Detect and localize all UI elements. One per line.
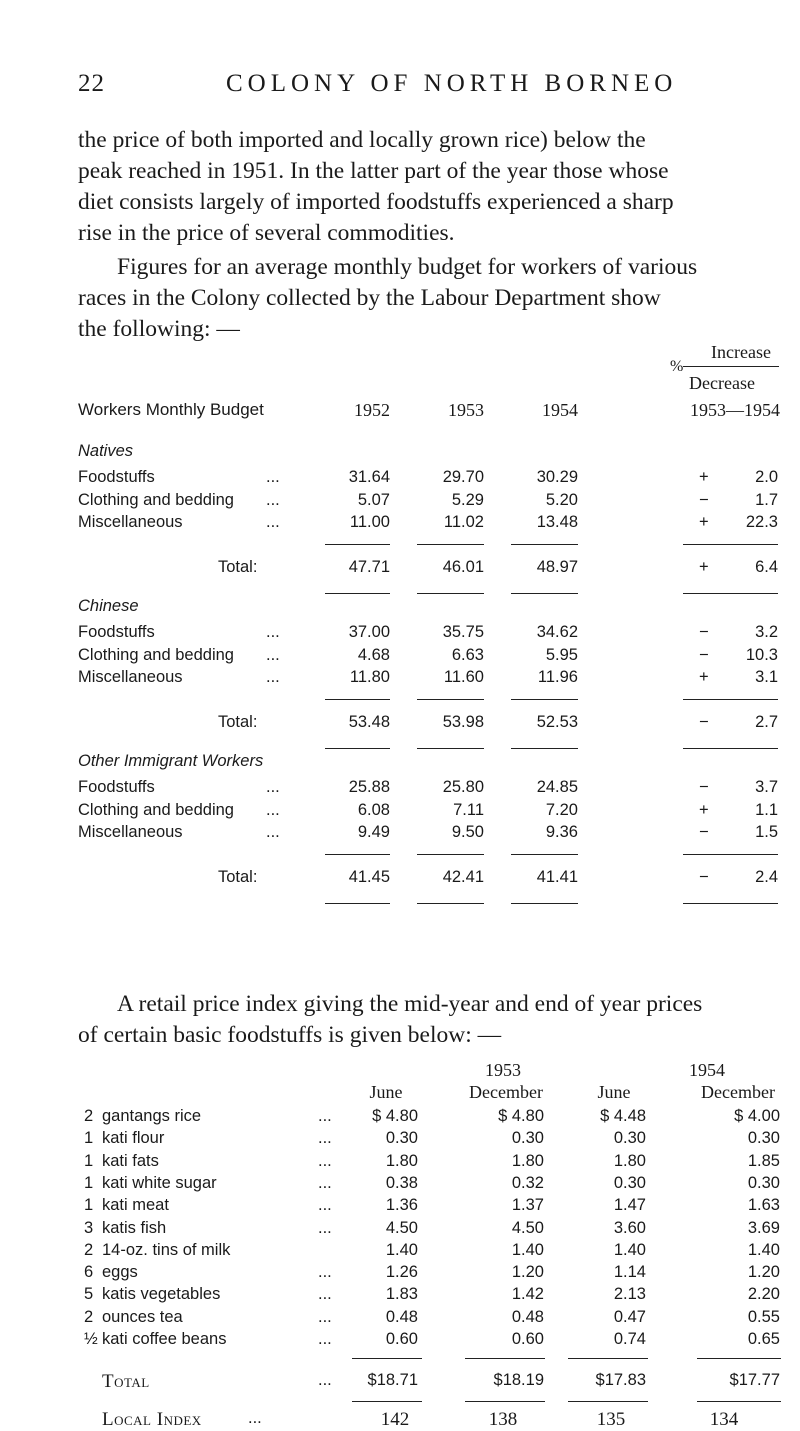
change-value: 3.2 <box>755 623 778 641</box>
price-cell: 0.38 <box>385 1173 418 1192</box>
leader-dots: ... <box>248 1409 262 1428</box>
sum-rule <box>511 699 578 700</box>
total-rule <box>325 903 390 904</box>
leader-dots: ... <box>318 1129 332 1148</box>
change-value: 1.1 <box>755 800 778 819</box>
header-1952: 1952 <box>354 400 390 420</box>
leader-dots: ... <box>266 623 280 641</box>
change-sign: − <box>699 823 709 841</box>
leader-dots: ... <box>318 1107 332 1125</box>
group-heading: Chinese <box>78 597 139 615</box>
sum-rule <box>325 699 390 700</box>
total-rule <box>683 748 778 749</box>
leader-dots: ... <box>318 1196 332 1215</box>
price-cell: 1.36 <box>385 1196 418 1215</box>
cell-y1: 6.08 <box>357 800 390 819</box>
cell-y2: 35.75 <box>442 623 484 641</box>
price-cell: 1.40 <box>511 1240 544 1259</box>
item-name: kati fats <box>102 1151 159 1170</box>
budget-paragraph <box>78 252 778 345</box>
total-sign: + <box>699 557 709 576</box>
change-value: 10.3 <box>745 645 778 664</box>
total-rule <box>325 748 390 749</box>
price-cell: 1.40 <box>613 1240 646 1259</box>
cell-y1: 5.07 <box>357 490 390 509</box>
group-heading: Natives <box>78 442 134 460</box>
total-change: 2.7 <box>755 712 778 731</box>
cell-y1: 4.68 <box>357 645 390 664</box>
header-increase: Increase <box>711 342 771 362</box>
leader-dots: ... <box>318 1263 332 1282</box>
price-cell: 0.48 <box>385 1307 418 1326</box>
price-cell: 1.26 <box>385 1263 418 1282</box>
cell-y1: 31.64 <box>348 468 390 486</box>
item-qty: 2 <box>84 1107 94 1125</box>
page-number: 22 <box>78 70 105 97</box>
total-label: Total: <box>218 867 258 886</box>
leader-dots: ... <box>266 800 280 819</box>
item-qty: 2 <box>84 1240 94 1259</box>
cell-y1: 9.49 <box>357 823 390 841</box>
total-y2: 42.41 <box>442 867 484 886</box>
price-cell: 1.85 <box>747 1151 780 1170</box>
index-cell: 142 <box>380 1409 410 1431</box>
change-value: 3.7 <box>755 778 778 796</box>
price-cell: 3.69 <box>747 1218 780 1237</box>
item-qty: 1 <box>84 1173 94 1192</box>
row-label: Foodstuffs <box>78 778 155 796</box>
price-cell: 0.47 <box>613 1307 646 1326</box>
price-cell: 1.63 <box>747 1196 780 1215</box>
cell-y2: 5.29 <box>451 490 484 509</box>
change-value: 2.0 <box>755 468 778 486</box>
item-qty: 6 <box>84 1263 94 1282</box>
sum-rule <box>325 854 390 855</box>
total-rule <box>417 593 484 594</box>
total-y2: 46.01 <box>442 557 484 576</box>
col-december-1954: December <box>701 1082 775 1102</box>
running-title: COLONY OF NORTH BORNEO <box>226 70 678 97</box>
total-cell: $17.83 <box>595 1371 646 1390</box>
price-paragraph <box>78 989 778 1051</box>
price-cell: 0.30 <box>613 1173 646 1192</box>
total-cell: $18.71 <box>367 1371 418 1390</box>
price-cell: $ 4.80 <box>372 1107 418 1125</box>
row-label: Foodstuffs <box>78 623 155 641</box>
cell-y1: 11.00 <box>349 513 390 531</box>
text-line: of certain basic foodstuffs is given below: — <box>78 1022 502 1048</box>
text-line: races in the Colony collected by the Labour Department show <box>78 285 661 311</box>
change-value: 1.5 <box>755 823 778 841</box>
total-cell: $18.19 <box>493 1371 544 1390</box>
row-label: Clothing and bedding <box>78 490 234 509</box>
total-rule <box>683 903 778 904</box>
price-cell: 0.55 <box>747 1307 780 1326</box>
price-cell: 1.80 <box>385 1151 418 1170</box>
cell-y1: 25.88 <box>348 778 390 796</box>
cell-y2: 6.63 <box>451 645 484 664</box>
leader-dots: ... <box>266 490 280 509</box>
sum-rule <box>417 854 484 855</box>
price-cell: 0.60 <box>511 1330 544 1348</box>
item-qty: 1 <box>84 1196 94 1215</box>
price-cell: 2.20 <box>747 1285 780 1304</box>
cell-y3: 30.29 <box>536 468 578 486</box>
leader-dots: ... <box>318 1218 332 1237</box>
total-change: 6.4 <box>755 557 778 576</box>
price-cell: 0.48 <box>511 1307 544 1326</box>
cell-y2: 9.50 <box>451 823 484 841</box>
cell-y3: 24.85 <box>536 778 578 796</box>
item-name: gantangs rice <box>102 1107 202 1125</box>
price-cell: $ 4.80 <box>498 1107 544 1125</box>
year-1954: 1954 <box>689 1060 725 1080</box>
leader-dots: ... <box>266 668 280 686</box>
sum-rule <box>683 544 778 545</box>
header-1953: 1953 <box>448 400 484 420</box>
price-cell: 0.30 <box>613 1129 646 1148</box>
price-cell: 0.30 <box>385 1129 418 1148</box>
row-label: Miscellaneous <box>78 823 183 841</box>
price-cell: $ 4.48 <box>600 1107 646 1125</box>
item-name: kati meat <box>102 1196 169 1215</box>
leader-dots: ... <box>266 778 280 796</box>
sum-rule <box>697 1358 781 1359</box>
sum-rule <box>683 699 778 700</box>
total-rule <box>697 1401 781 1402</box>
total-rule <box>568 1401 648 1402</box>
cell-y1: 37.00 <box>348 623 390 641</box>
total-rule <box>325 593 390 594</box>
total-cell: $17.77 <box>729 1371 780 1390</box>
leader-dots: ... <box>318 1371 332 1390</box>
index-cell: 134 <box>709 1409 739 1431</box>
price-cell: 4.50 <box>385 1218 418 1237</box>
price-cell: 1.47 <box>613 1196 646 1215</box>
price-cell: 1.83 <box>385 1285 418 1304</box>
price-cell: 1.40 <box>747 1240 780 1259</box>
cell-y3: 13.48 <box>536 513 578 531</box>
price-cell: 1.20 <box>747 1263 780 1282</box>
total-rule <box>511 903 578 904</box>
leader-dots: ... <box>318 1173 332 1192</box>
col-june-1953: June <box>369 1082 403 1102</box>
item-qty: 1 <box>84 1129 94 1148</box>
row-label: Clothing and bedding <box>78 645 234 664</box>
header-decrease: Decrease <box>689 373 755 393</box>
text-line: the price of both imported and locally grown rice) below the <box>78 127 646 153</box>
total-y3: 48.97 <box>536 557 578 576</box>
price-cell: 0.30 <box>747 1173 780 1192</box>
leader-dots: ... <box>266 645 280 664</box>
index-cell: 135 <box>596 1409 626 1431</box>
text-line: the following: — <box>78 316 240 342</box>
year-1953: 1953 <box>485 1060 521 1080</box>
item-qty: 2 <box>84 1307 94 1326</box>
total-y3: 52.53 <box>536 712 578 731</box>
leader-dots: ... <box>318 1330 332 1348</box>
row-label: Miscellaneous <box>78 668 183 686</box>
total-sign: − <box>699 867 709 886</box>
col-december-1953: December <box>469 1082 543 1102</box>
total-label: Total: <box>218 712 258 731</box>
item-qty: 1 <box>84 1151 94 1170</box>
sum-rule <box>465 1358 545 1359</box>
price-cell: $ 4.00 <box>734 1107 780 1125</box>
row-label: Miscellaneous <box>78 513 183 531</box>
total-rule <box>683 593 778 594</box>
header-1954: 1954 <box>542 400 578 420</box>
change-value: 1.7 <box>755 490 778 509</box>
total-rule <box>511 593 578 594</box>
total-rule <box>465 1401 545 1402</box>
price-cell: 1.80 <box>511 1151 544 1170</box>
change-sign: − <box>699 778 709 796</box>
item-name: kati flour <box>102 1129 165 1148</box>
item-qty: 3 <box>84 1218 94 1237</box>
price-cell: 0.60 <box>385 1330 418 1348</box>
text-line: diet consists largely of imported foodstuffs experienced a sharp <box>78 189 674 215</box>
intro-paragraph <box>78 125 778 249</box>
total-y1: 47.71 <box>348 557 390 576</box>
change-sign: − <box>699 623 709 641</box>
cell-y2: 29.70 <box>442 468 484 486</box>
text-line: A retail price index giving the mid-year and end of year prices <box>117 991 703 1017</box>
change-sign: + <box>699 800 709 819</box>
item-name: kati coffee beans <box>102 1330 227 1348</box>
price-cell: 0.74 <box>613 1330 646 1348</box>
price-cell: 1.14 <box>613 1263 646 1282</box>
item-name: ounces tea <box>102 1307 183 1326</box>
item-name: katis vegetables <box>102 1285 221 1304</box>
cell-y2: 11.60 <box>443 668 484 686</box>
total-rule <box>417 748 484 749</box>
leader-dots: ... <box>318 1151 332 1170</box>
header-percent: % <box>670 358 684 375</box>
sum-rule <box>352 1358 422 1359</box>
text-line: rise in the price of several commodities. <box>78 220 455 246</box>
price-cell: 1.20 <box>511 1263 544 1282</box>
price-cell: 0.65 <box>747 1330 780 1348</box>
leader-dots: ... <box>266 468 280 486</box>
group-heading: Other Immigrant Workers <box>78 752 264 770</box>
total-change: 2.4 <box>755 867 778 886</box>
item-name: katis fish <box>102 1218 167 1237</box>
text-line: peak reached in 1951. In the latter part of the year those whose <box>78 158 669 184</box>
leader-dots: ... <box>318 1307 332 1326</box>
leader-dots: ... <box>266 823 280 841</box>
cell-y3: 11.96 <box>537 668 578 686</box>
leader-dots: ... <box>266 513 280 531</box>
price-cell: 3.60 <box>613 1218 646 1237</box>
price-cell: 0.30 <box>511 1129 544 1148</box>
price-cell: 2.13 <box>613 1285 646 1304</box>
leader-dots: ... <box>318 1285 332 1304</box>
sum-rule <box>417 699 484 700</box>
price-cell: 4.50 <box>511 1218 544 1237</box>
item-name: eggs <box>102 1263 138 1282</box>
row-label: Clothing and bedding <box>78 800 234 819</box>
total-y1: 41.45 <box>348 867 390 886</box>
total-label: Total <box>102 1371 150 1393</box>
text-line: Figures for an average monthly budget for workers of various <box>117 254 698 280</box>
change-sign: − <box>699 490 709 509</box>
total-rule <box>352 1401 422 1402</box>
total-rule <box>511 748 578 749</box>
price-cell: 1.40 <box>385 1240 418 1259</box>
total-sign: − <box>699 712 709 731</box>
total-label: Total: <box>218 557 258 576</box>
sum-rule <box>325 544 390 545</box>
total-y1: 53.48 <box>348 712 390 731</box>
cell-y3: 5.95 <box>545 645 578 664</box>
cell-y1: 11.80 <box>349 668 390 686</box>
total-rule <box>417 903 484 904</box>
item-qty: ½ <box>84 1330 98 1348</box>
row-label: Foodstuffs <box>78 468 155 486</box>
header-label: Workers Monthly Budget <box>78 400 264 419</box>
change-value: 22.3 <box>745 513 778 531</box>
price-cell: 0.32 <box>511 1173 544 1192</box>
change-value: 3.1 <box>755 668 778 686</box>
cell-y2: 11.02 <box>443 513 484 531</box>
cell-y2: 25.80 <box>442 778 484 796</box>
cell-y3: 7.20 <box>545 800 578 819</box>
cell-y3: 34.62 <box>536 623 578 641</box>
price-cell: 1.42 <box>511 1285 544 1304</box>
change-sign: + <box>699 513 709 531</box>
sum-rule <box>511 544 578 545</box>
sum-rule <box>683 854 778 855</box>
cell-y3: 5.20 <box>545 490 578 509</box>
price-cell: 1.37 <box>511 1196 544 1215</box>
total-y2: 53.98 <box>442 712 484 731</box>
sum-rule <box>511 854 578 855</box>
price-cell: 1.80 <box>613 1151 646 1170</box>
change-sign: + <box>699 468 709 486</box>
fraction-rule <box>683 366 779 367</box>
cell-y2: 7.11 <box>453 800 484 819</box>
index-cell: 138 <box>488 1409 518 1431</box>
cell-y3: 9.36 <box>545 823 578 841</box>
sum-rule <box>568 1358 648 1359</box>
change-sign: − <box>699 645 709 664</box>
item-qty: 5 <box>84 1285 94 1304</box>
total-y3: 41.41 <box>536 867 578 886</box>
header-period: 1953—1954 <box>690 400 780 420</box>
col-june-1954: June <box>597 1082 631 1102</box>
change-sign: + <box>699 668 709 686</box>
item-name: kati white sugar <box>102 1173 217 1192</box>
item-name: 14-oz. tins of milk <box>102 1240 231 1259</box>
sum-rule <box>417 544 484 545</box>
index-label: Local Index <box>102 1409 202 1431</box>
price-cell: 0.30 <box>747 1129 780 1148</box>
